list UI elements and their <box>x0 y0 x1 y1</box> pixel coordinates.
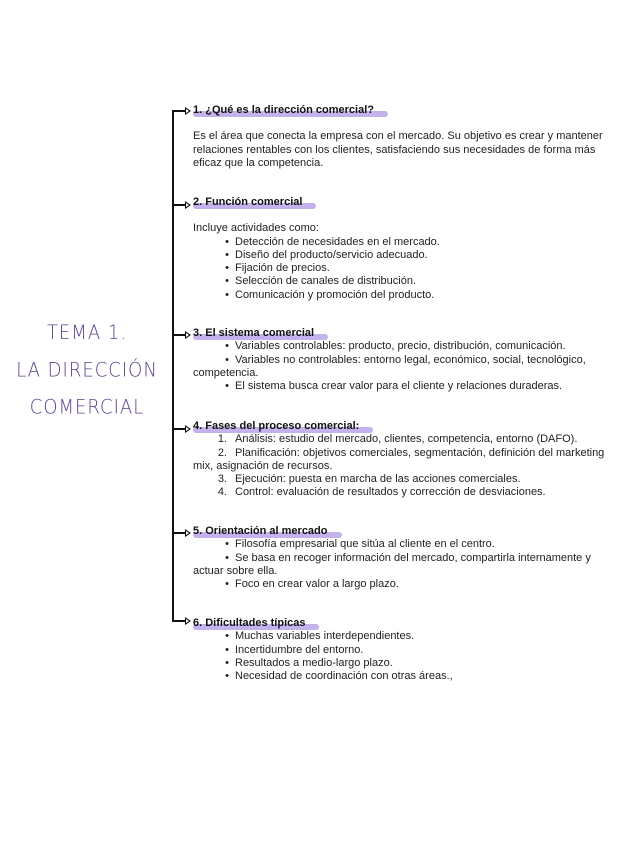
list-item: 4. Control: evaluación de resultados y corrección de desviaciones. <box>193 486 613 499</box>
section-title: 5. Orientación al mercado <box>193 525 328 537</box>
section-title: 3. El sistema comercial <box>193 327 315 339</box>
number-mark: 1. <box>217 433 227 446</box>
bullet-mark: • <box>225 235 229 248</box>
bullet-mark: • <box>225 551 229 564</box>
list-item: • Filosofía empresarial que sitúa al cliente en el centro. <box>193 538 613 551</box>
bracket-line <box>172 110 174 620</box>
list-item: • Comunicación y promoción del producto. <box>193 289 613 302</box>
list-item: • Resultados a medio-largo plazo. <box>193 657 613 670</box>
arrow-right-icon <box>185 107 191 115</box>
bullet-mark: • <box>225 275 229 288</box>
list-item: • Variables controlables: producto, precio, distribución, comunicación. <box>193 340 613 353</box>
bullet-mark: • <box>225 288 229 301</box>
section-2 <box>193 196 613 302</box>
list-item: • El sistema busca crear valor para el cliente y relaciones duraderas. <box>193 380 613 393</box>
list-item: • Foco en crear valor a largo plazo. <box>193 578 613 591</box>
section-title: 6. Dificultades típicas <box>193 617 306 629</box>
topic-title-line-1: TEMA 1. <box>46 322 128 345</box>
section-1 <box>193 104 613 170</box>
list-item: • Incertidumbre del entorno. <box>193 644 613 657</box>
number-mark: 4. <box>217 486 227 499</box>
list-item: • Detección de necesidades en el mercado. <box>193 236 613 249</box>
bullet-mark: • <box>225 248 229 261</box>
bullet-mark: • <box>225 538 229 551</box>
list-item: • Fijación de precios. <box>193 262 613 275</box>
section-5 <box>193 525 613 591</box>
arrow-right-icon <box>185 617 191 625</box>
list-item: • Se basa en recoger información del mercado, compartirla internamente y actuar sobre ella. <box>193 551 591 577</box>
list-item: 2. Planificación: objetivos comerciales, segmentación, definición del marketing mix, asignación de recursos. <box>193 446 605 472</box>
arrow-right-icon <box>185 201 191 209</box>
topic-title <box>8 315 166 426</box>
list-item: • Necesidad de coordinación con otras áreas., <box>193 670 613 683</box>
section-intro: Incluye actividades como: <box>193 222 319 235</box>
bullet-mark: • <box>225 656 229 669</box>
bullet-mark: • <box>225 670 229 683</box>
section-4 <box>193 420 613 500</box>
list-item: • Diseño del producto/servicio adecuado. <box>193 249 613 262</box>
bullet-mark: • <box>225 643 229 656</box>
list-item: • Muchas variables interdependientes. <box>193 630 613 643</box>
bullet-mark: • <box>225 262 229 275</box>
number-mark: 3. <box>217 473 227 486</box>
section-title: 2. Función comercial <box>193 196 303 208</box>
section-title: 4. Fases del proceso comercial: <box>193 420 360 432</box>
arrow-right-icon <box>185 331 191 339</box>
section-title: 1. ¿Qué es la dirección comercial? <box>193 104 374 116</box>
topic-title-line-2: LA DIRECCIÓN <box>16 359 158 382</box>
list-item: 3. Ejecución: puesta en marcha de las acciones comerciales. <box>193 473 613 486</box>
list-item: • Selección de canales de distribución. <box>193 275 613 288</box>
bullet-mark: • <box>225 380 229 393</box>
bullet-mark: • <box>225 630 229 643</box>
arrow-right-icon <box>185 529 191 537</box>
section-6 <box>193 617 613 683</box>
list-item: 1. Análisis: estudio del mercado, clientes, competencia, entorno (DAFO). <box>193 433 613 446</box>
bullet-mark: • <box>225 578 229 591</box>
list-item: • Variables no controlables: entorno legal, económico, social, tecnológico, competencia. <box>193 353 586 379</box>
bullet-mark: • <box>225 353 229 366</box>
section-3 <box>193 327 613 393</box>
section-paragraph: Es el área que conecta la empresa con el mercado. Su objetivo es crear y mantener relaciones rentables con los clientes, satisfaciendo sus necesidades de forma más eficaz que la competencia. <box>193 130 603 169</box>
topic-title-line-3: COMERCIAL <box>29 396 145 419</box>
bullet-mark: • <box>225 340 229 353</box>
number-mark: 2. <box>217 446 227 459</box>
arrow-right-icon <box>185 425 191 433</box>
